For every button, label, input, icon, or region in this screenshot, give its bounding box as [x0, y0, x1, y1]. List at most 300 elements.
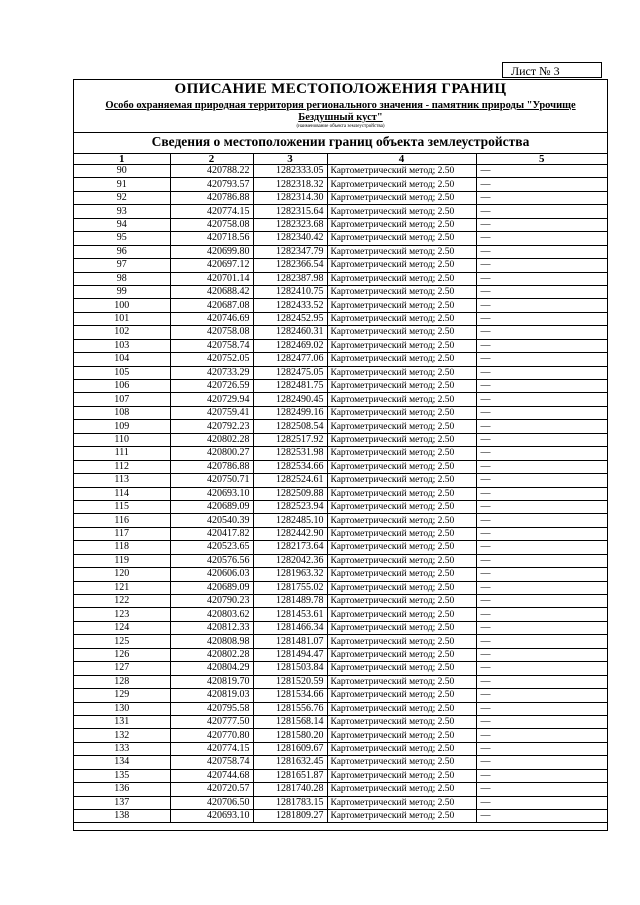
x-coordinate-cell: 420804.29: [170, 662, 253, 675]
method-cell: Картометрический метод; 2.50: [327, 729, 476, 742]
description-cell: —: [476, 165, 607, 178]
y-coordinate-cell: 1281481.07: [253, 635, 327, 648]
method-cell: Картометрический метод; 2.50: [327, 474, 476, 487]
method-cell: Картометрический метод; 2.50: [327, 756, 476, 769]
method-cell: Картометрический метод; 2.50: [327, 554, 476, 567]
y-coordinate-cell: 1282477.06: [253, 353, 327, 366]
method-cell: Картометрический метод; 2.50: [327, 393, 476, 406]
x-coordinate-cell: 420803.62: [170, 608, 253, 621]
y-coordinate-cell: 1282475.05: [253, 366, 327, 379]
divider: [74, 132, 607, 133]
table-row: [74, 715, 607, 728]
description-cell: —: [476, 393, 607, 406]
y-coordinate-cell: 1282508.54: [253, 420, 327, 433]
table-row: [74, 406, 607, 419]
method-cell: Картометрический метод; 2.50: [327, 272, 476, 285]
table-row: [74, 500, 607, 513]
method-cell: Картометрический метод; 2.50: [327, 514, 476, 527]
description-cell: —: [476, 689, 607, 702]
point-number-cell: 93: [74, 205, 170, 218]
point-number-cell: 106: [74, 380, 170, 393]
method-cell: Картометрический метод; 2.50: [327, 366, 476, 379]
table-row: [74, 165, 607, 178]
description-cell: —: [476, 245, 607, 258]
y-coordinate-cell: 1282523.94: [253, 500, 327, 513]
x-coordinate-cell: 420793.57: [170, 178, 253, 191]
table-row: [74, 285, 607, 298]
x-coordinate-cell: 420688.42: [170, 285, 253, 298]
x-coordinate-cell: 420795.58: [170, 702, 253, 715]
y-coordinate-cell: 1282481.75: [253, 380, 327, 393]
table-row: [74, 810, 607, 823]
table-row: [74, 218, 607, 231]
y-coordinate-cell: 1282460.31: [253, 326, 327, 339]
table-row: [74, 420, 607, 433]
y-coordinate-cell: 1282173.64: [253, 541, 327, 554]
point-number-cell: 112: [74, 460, 170, 473]
description-cell: —: [476, 568, 607, 581]
description-cell: —: [476, 460, 607, 473]
description-cell: —: [476, 702, 607, 715]
x-coordinate-cell: 420777.50: [170, 715, 253, 728]
x-coordinate-cell: 420726.59: [170, 380, 253, 393]
x-coordinate-cell: 420758.08: [170, 326, 253, 339]
table-row: [74, 380, 607, 393]
object-name: Особо охраняемая природная территория регионального значения - памятник природы "Урочище Бездушный куст": [105, 100, 576, 123]
method-cell: Картометрический метод; 2.50: [327, 810, 476, 823]
x-coordinate-cell: 420770.80: [170, 729, 253, 742]
method-cell: Картометрический метод; 2.50: [327, 218, 476, 231]
point-number-cell: 123: [74, 608, 170, 621]
point-number-cell: 117: [74, 527, 170, 540]
point-number-cell: 103: [74, 339, 170, 352]
x-coordinate-cell: 420744.68: [170, 769, 253, 782]
y-coordinate-cell: 1282333.05: [253, 165, 327, 178]
y-coordinate-cell: 1282442.90: [253, 527, 327, 540]
description-cell: —: [476, 380, 607, 393]
y-coordinate-cell: 1282314.30: [253, 191, 327, 204]
document-frame: [73, 79, 608, 831]
table-row: [74, 474, 607, 487]
method-cell: Картометрический метод; 2.50: [327, 178, 476, 191]
point-number-cell: 136: [74, 783, 170, 796]
point-number-cell: 102: [74, 326, 170, 339]
point-number-cell: 125: [74, 635, 170, 648]
description-cell: —: [476, 326, 607, 339]
sheet-number: Лист № 3: [502, 62, 602, 78]
description-cell: —: [476, 433, 607, 446]
table-row: [74, 191, 607, 204]
y-coordinate-cell: 1282517.92: [253, 433, 327, 446]
x-coordinate-cell: 420792.23: [170, 420, 253, 433]
x-coordinate-cell: 420523.65: [170, 541, 253, 554]
method-cell: Картометрический метод; 2.50: [327, 769, 476, 782]
point-number-cell: 115: [74, 500, 170, 513]
x-coordinate-cell: 420697.12: [170, 259, 253, 272]
point-number-cell: 90: [74, 165, 170, 178]
column-header: 4: [327, 154, 476, 165]
description-cell: —: [476, 581, 607, 594]
table-row: [74, 595, 607, 608]
point-number-cell: 126: [74, 648, 170, 661]
point-number-cell: 96: [74, 245, 170, 258]
description-cell: —: [476, 527, 607, 540]
method-cell: Картометрический метод; 2.50: [327, 312, 476, 325]
y-coordinate-cell: 1281534.66: [253, 689, 327, 702]
description-cell: —: [476, 447, 607, 460]
point-number-cell: 105: [74, 366, 170, 379]
point-number-cell: 104: [74, 353, 170, 366]
description-cell: —: [476, 272, 607, 285]
method-cell: Картометрический метод; 2.50: [327, 232, 476, 245]
description-cell: —: [476, 675, 607, 688]
description-cell: —: [476, 635, 607, 648]
y-coordinate-cell: 1281466.34: [253, 621, 327, 634]
y-coordinate-cell: 1282387.98: [253, 272, 327, 285]
method-cell: Картометрический метод; 2.50: [327, 621, 476, 634]
method-cell: Картометрический метод; 2.50: [327, 783, 476, 796]
point-number-cell: 110: [74, 433, 170, 446]
y-coordinate-cell: 1281489.78: [253, 595, 327, 608]
description-cell: —: [476, 662, 607, 675]
point-number-cell: 101: [74, 312, 170, 325]
table-row: [74, 742, 607, 755]
description-cell: —: [476, 608, 607, 621]
table-row: [74, 339, 607, 352]
section-title: Сведения о местоположении границ объекта землеустройства: [151, 134, 530, 149]
method-cell: Картометрический метод; 2.50: [327, 299, 476, 312]
method-cell: Картометрический метод; 2.50: [327, 165, 476, 178]
table-row: [74, 527, 607, 540]
description-cell: —: [476, 810, 607, 823]
description-cell: —: [476, 715, 607, 728]
point-number-cell: 108: [74, 406, 170, 419]
point-number-cell: 107: [74, 393, 170, 406]
table-row: [74, 393, 607, 406]
x-coordinate-cell: 420752.05: [170, 353, 253, 366]
table-row: [74, 205, 607, 218]
table-row: [74, 353, 607, 366]
point-number-cell: 121: [74, 581, 170, 594]
description-cell: —: [476, 339, 607, 352]
point-number-cell: 132: [74, 729, 170, 742]
x-coordinate-cell: 420774.15: [170, 742, 253, 755]
coordinates-table: [74, 154, 607, 823]
y-coordinate-cell: 1282366.54: [253, 259, 327, 272]
table-row: [74, 729, 607, 742]
x-coordinate-cell: 420693.10: [170, 487, 253, 500]
method-cell: Картометрический метод; 2.50: [327, 487, 476, 500]
x-coordinate-cell: 420718.56: [170, 232, 253, 245]
x-coordinate-cell: 420812.33: [170, 621, 253, 634]
y-coordinate-cell: 1281580.20: [253, 729, 327, 742]
x-coordinate-cell: 420706.50: [170, 796, 253, 809]
table-row: [74, 675, 607, 688]
point-number-cell: 124: [74, 621, 170, 634]
point-number-cell: 130: [74, 702, 170, 715]
y-coordinate-cell: 1282042.36: [253, 554, 327, 567]
point-number-cell: 135: [74, 769, 170, 782]
table-row: [74, 621, 607, 634]
table-row: [74, 554, 607, 567]
y-coordinate-cell: 1282509.88: [253, 487, 327, 500]
point-number-cell: 116: [74, 514, 170, 527]
point-number-cell: 97: [74, 259, 170, 272]
method-cell: Картометрический метод; 2.50: [327, 339, 476, 352]
table-row: [74, 259, 607, 272]
y-coordinate-cell: 1281632.45: [253, 756, 327, 769]
table-row: [74, 366, 607, 379]
y-coordinate-cell: 1282485.10: [253, 514, 327, 527]
point-number-cell: 128: [74, 675, 170, 688]
x-coordinate-cell: 420699.80: [170, 245, 253, 258]
x-coordinate-cell: 420606.03: [170, 568, 253, 581]
method-cell: Картометрический метод; 2.50: [327, 581, 476, 594]
table-row: [74, 447, 607, 460]
y-coordinate-cell: 1282318.32: [253, 178, 327, 191]
method-cell: Картометрический метод; 2.50: [327, 326, 476, 339]
y-coordinate-cell: 1281568.14: [253, 715, 327, 728]
x-coordinate-cell: 420417.82: [170, 527, 253, 540]
x-coordinate-cell: 420774.15: [170, 205, 253, 218]
method-cell: Картометрический метод; 2.50: [327, 433, 476, 446]
table-row: [74, 702, 607, 715]
method-cell: Картометрический метод; 2.50: [327, 541, 476, 554]
x-coordinate-cell: 420540.39: [170, 514, 253, 527]
x-coordinate-cell: 420759.41: [170, 406, 253, 419]
y-coordinate-cell: 1281740.28: [253, 783, 327, 796]
description-cell: —: [476, 487, 607, 500]
method-cell: Картометрический метод; 2.50: [327, 796, 476, 809]
column-header: 2: [170, 154, 253, 165]
table-row: [74, 796, 607, 809]
y-coordinate-cell: 1281556.76: [253, 702, 327, 715]
y-coordinate-cell: 1281651.87: [253, 769, 327, 782]
point-number-cell: 113: [74, 474, 170, 487]
point-number-cell: 111: [74, 447, 170, 460]
description-cell: —: [476, 621, 607, 634]
x-coordinate-cell: 420701.14: [170, 272, 253, 285]
table-row: [74, 299, 607, 312]
method-cell: Картометрический метод; 2.50: [327, 285, 476, 298]
method-cell: Картометрический метод; 2.50: [327, 715, 476, 728]
x-coordinate-cell: 420808.98: [170, 635, 253, 648]
description-cell: —: [476, 420, 607, 433]
method-cell: Картометрический метод; 2.50: [327, 406, 476, 419]
method-cell: Картометрический метод; 2.50: [327, 245, 476, 258]
y-coordinate-cell: 1282347.79: [253, 245, 327, 258]
x-coordinate-cell: 420729.94: [170, 393, 253, 406]
y-coordinate-cell: 1282490.45: [253, 393, 327, 406]
point-number-cell: 127: [74, 662, 170, 675]
description-cell: —: [476, 514, 607, 527]
method-cell: Картометрический метод; 2.50: [327, 259, 476, 272]
y-coordinate-cell: 1282534.66: [253, 460, 327, 473]
x-coordinate-cell: 420576.56: [170, 554, 253, 567]
method-cell: Картометрический метод; 2.50: [327, 702, 476, 715]
table-header-row: [74, 154, 607, 165]
table-row: [74, 648, 607, 661]
point-number-cell: 92: [74, 191, 170, 204]
description-cell: —: [476, 648, 607, 661]
point-number-cell: 120: [74, 568, 170, 581]
y-coordinate-cell: 1281963.32: [253, 568, 327, 581]
table-row: [74, 312, 607, 325]
document-title: ОПИСАНИЕ МЕСТОПОЛОЖЕНИЯ ГРАНИЦ: [174, 81, 507, 97]
point-number-cell: 131: [74, 715, 170, 728]
description-cell: —: [476, 285, 607, 298]
method-cell: Картометрический метод; 2.50: [327, 675, 476, 688]
table-row: [74, 783, 607, 796]
x-coordinate-cell: 420758.74: [170, 756, 253, 769]
y-coordinate-cell: 1281520.59: [253, 675, 327, 688]
y-coordinate-cell: 1282452.95: [253, 312, 327, 325]
x-coordinate-cell: 420693.10: [170, 810, 253, 823]
description-cell: —: [476, 500, 607, 513]
description-cell: —: [476, 783, 607, 796]
method-cell: Картометрический метод; 2.50: [327, 689, 476, 702]
table-row: [74, 245, 607, 258]
description-cell: —: [476, 796, 607, 809]
table-row: [74, 568, 607, 581]
method-cell: Картометрический метод; 2.50: [327, 380, 476, 393]
y-coordinate-cell: 1282531.98: [253, 447, 327, 460]
description-cell: —: [476, 729, 607, 742]
y-coordinate-cell: 1282323.68: [253, 218, 327, 231]
x-coordinate-cell: 420786.88: [170, 460, 253, 473]
y-coordinate-cell: 1282340.42: [253, 232, 327, 245]
x-coordinate-cell: 420758.08: [170, 218, 253, 231]
table-row: [74, 662, 607, 675]
point-number-cell: 114: [74, 487, 170, 500]
table-row: [74, 541, 607, 554]
x-coordinate-cell: 420819.70: [170, 675, 253, 688]
y-coordinate-cell: 1281809.27: [253, 810, 327, 823]
table-row: [74, 689, 607, 702]
x-coordinate-cell: 420788.22: [170, 165, 253, 178]
method-cell: Картометрический метод; 2.50: [327, 191, 476, 204]
method-cell: Картометрический метод; 2.50: [327, 500, 476, 513]
y-coordinate-cell: 1282524.61: [253, 474, 327, 487]
description-cell: —: [476, 366, 607, 379]
y-coordinate-cell: 1282410.75: [253, 285, 327, 298]
method-cell: Картометрический метод; 2.50: [327, 205, 476, 218]
point-number-cell: 133: [74, 742, 170, 755]
y-coordinate-cell: 1282499.16: [253, 406, 327, 419]
column-header: 5: [476, 154, 607, 165]
description-cell: —: [476, 742, 607, 755]
point-number-cell: 109: [74, 420, 170, 433]
x-coordinate-cell: 420758.74: [170, 339, 253, 352]
method-cell: Картометрический метод; 2.50: [327, 568, 476, 581]
point-number-cell: 100: [74, 299, 170, 312]
x-coordinate-cell: 420746.69: [170, 312, 253, 325]
description-cell: —: [476, 205, 607, 218]
description-cell: —: [476, 178, 607, 191]
x-coordinate-cell: 420720.57: [170, 783, 253, 796]
x-coordinate-cell: 420689.09: [170, 581, 253, 594]
description-cell: —: [476, 595, 607, 608]
table-row: [74, 608, 607, 621]
x-coordinate-cell: 420689.09: [170, 500, 253, 513]
method-cell: Картометрический метод; 2.50: [327, 648, 476, 661]
method-cell: Картометрический метод; 2.50: [327, 353, 476, 366]
point-number-cell: 129: [74, 689, 170, 702]
x-coordinate-cell: 420687.08: [170, 299, 253, 312]
table-row: [74, 178, 607, 191]
table-row: [74, 433, 607, 446]
table-row: [74, 514, 607, 527]
table-row: [74, 272, 607, 285]
method-cell: Картометрический метод; 2.50: [327, 595, 476, 608]
x-coordinate-cell: 420800.27: [170, 447, 253, 460]
description-cell: —: [476, 406, 607, 419]
method-cell: Картометрический метод; 2.50: [327, 608, 476, 621]
point-number-cell: 122: [74, 595, 170, 608]
x-coordinate-cell: 420733.29: [170, 366, 253, 379]
point-number-cell: 95: [74, 232, 170, 245]
method-cell: Картометрический метод; 2.50: [327, 527, 476, 540]
point-number-cell: 137: [74, 796, 170, 809]
description-cell: —: [476, 474, 607, 487]
description-cell: —: [476, 353, 607, 366]
method-cell: Картометрический метод; 2.50: [327, 742, 476, 755]
point-number-cell: 91: [74, 178, 170, 191]
y-coordinate-cell: 1281494.47: [253, 648, 327, 661]
y-coordinate-cell: 1281755.02: [253, 581, 327, 594]
column-header: 3: [253, 154, 327, 165]
table-row: [74, 769, 607, 782]
x-coordinate-cell: 420750.71: [170, 474, 253, 487]
description-cell: —: [476, 756, 607, 769]
table-row: [74, 232, 607, 245]
description-cell: —: [476, 554, 607, 567]
point-number-cell: 118: [74, 541, 170, 554]
x-coordinate-cell: 420819.03: [170, 689, 253, 702]
column-header: 1: [74, 154, 170, 165]
x-coordinate-cell: 420802.28: [170, 433, 253, 446]
method-cell: Картометрический метод; 2.50: [327, 635, 476, 648]
table-row: [74, 326, 607, 339]
method-cell: Картометрический метод; 2.50: [327, 420, 476, 433]
table-row: [74, 581, 607, 594]
x-coordinate-cell: 420790.23: [170, 595, 253, 608]
y-coordinate-cell: 1282469.02: [253, 339, 327, 352]
y-coordinate-cell: 1281609.67: [253, 742, 327, 755]
method-cell: Картометрический метод; 2.50: [327, 460, 476, 473]
point-number-cell: 98: [74, 272, 170, 285]
point-number-cell: 138: [74, 810, 170, 823]
method-cell: Картометрический метод; 2.50: [327, 662, 476, 675]
description-cell: —: [476, 312, 607, 325]
x-coordinate-cell: 420786.88: [170, 191, 253, 204]
point-number-cell: 119: [74, 554, 170, 567]
description-cell: —: [476, 541, 607, 554]
table-row: [74, 460, 607, 473]
y-coordinate-cell: 1282433.52: [253, 299, 327, 312]
object-name-note: (наименование объекта землеустройства): [296, 124, 385, 129]
table-row: [74, 487, 607, 500]
y-coordinate-cell: 1282315.64: [253, 205, 327, 218]
description-cell: —: [476, 191, 607, 204]
y-coordinate-cell: 1281783.15: [253, 796, 327, 809]
x-coordinate-cell: 420802.28: [170, 648, 253, 661]
point-number-cell: 94: [74, 218, 170, 231]
description-cell: —: [476, 232, 607, 245]
table-row: [74, 756, 607, 769]
method-cell: Картометрический метод; 2.50: [327, 447, 476, 460]
point-number-cell: 134: [74, 756, 170, 769]
